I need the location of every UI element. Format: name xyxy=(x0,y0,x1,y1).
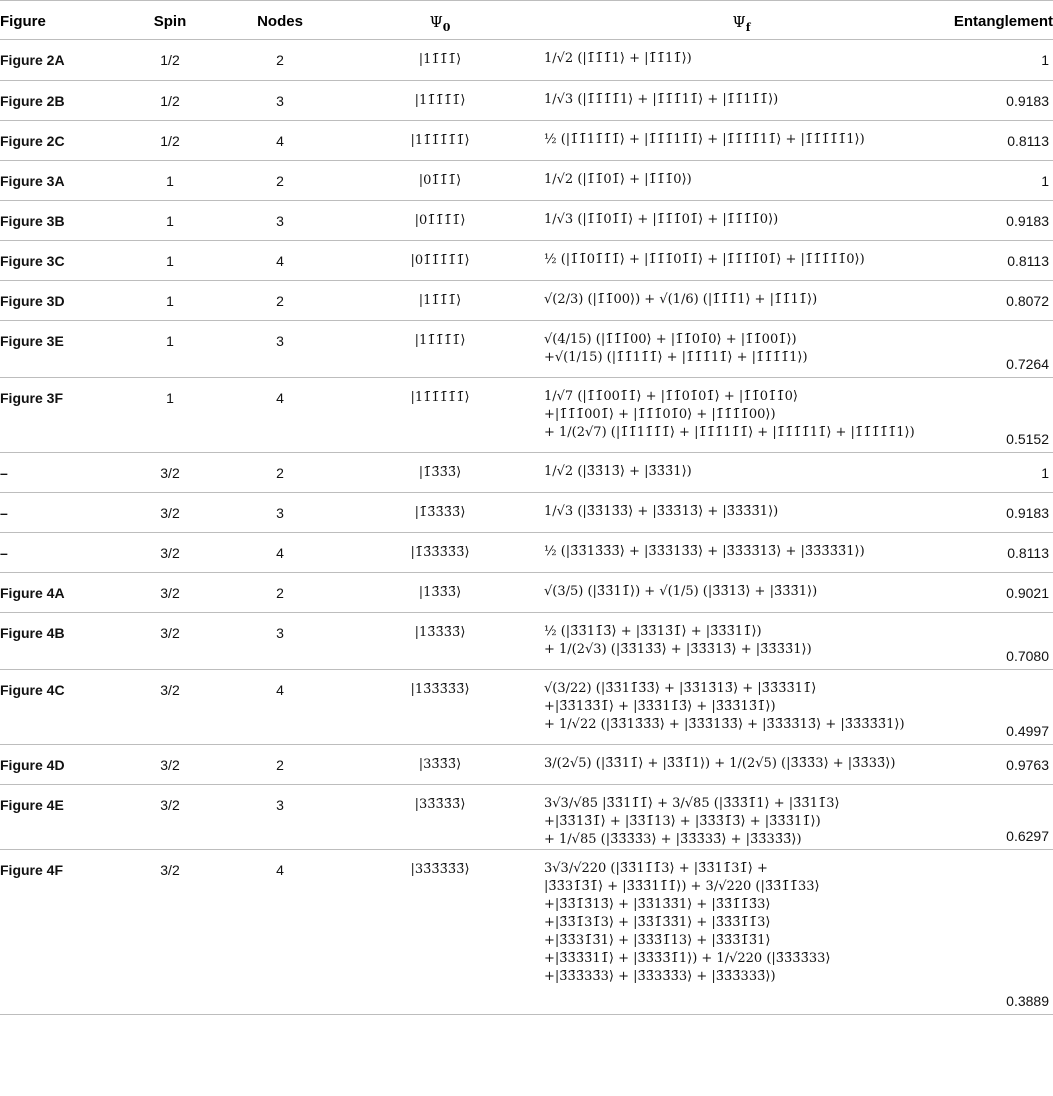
table-row xyxy=(0,321,1053,378)
cell-figure: Figure 4A xyxy=(0,573,120,613)
cell-psif xyxy=(540,785,943,850)
psif-line: 1/√2 (|3̄3̄13̄⟩ + |3̄3̄3̄1⟩) xyxy=(544,464,692,479)
cell-spin: 1 xyxy=(120,201,220,241)
cell-entanglement: 0.9021 xyxy=(943,573,1053,613)
cell-entanglement: 0.7264 xyxy=(943,321,1053,378)
cell-nodes: 2 xyxy=(220,161,340,201)
cell-nodes: 4 xyxy=(220,533,340,573)
cell-entanglement: 0.8113 xyxy=(943,241,1053,281)
cell-figure: Figure 3B xyxy=(0,201,120,241)
cell-psi0: |13̄3̄3̄3̄⟩ xyxy=(340,613,540,670)
header-row xyxy=(0,1,1053,40)
cell-entanglement: 0.3889 xyxy=(943,850,1053,1015)
psif-line: +√(1/15) (|1̄1̄11̄1̄⟩ + |1̄1̄1̄11̄⟩ + |1̄1̄1̄1̄1⟩) xyxy=(544,350,808,365)
cell-nodes: 2 xyxy=(220,40,340,81)
table-row xyxy=(0,573,1053,613)
cell-figure: Figure 3A xyxy=(0,161,120,201)
psif-line: √(2/3) (|1̄1̄00⟩) + √(1/6) (|1̄1̄1̄1⟩ + |1̄1̄11̄⟩) xyxy=(544,292,818,307)
cell-entanglement: 0.6297 xyxy=(943,785,1053,850)
psif-line: +|3̄3̄13̄1̄⟩ + |3̄3̄1̄13⟩ + |3̄3̄3̄1̄3̄⟩ + |3̄3̄3̄11̄⟩) xyxy=(544,814,821,829)
cell-psi0: |01̄1̄1̄1̄⟩ xyxy=(340,201,540,241)
psif-line: √(3/22) (|3̄3̄11̄3̄3̄⟩ + |3̄3̄13̄13̄⟩ + |3̄3̄3̄3̄11̄⟩ xyxy=(544,681,817,696)
cell-spin: 3/2 xyxy=(120,745,220,785)
cell-figure: – xyxy=(0,453,120,493)
cell-nodes: 4 xyxy=(220,670,340,745)
cell-psif xyxy=(540,745,943,785)
psif-line: ½ (|3̄3̄11̄3̄⟩ + |3̄3̄13̄1̄⟩ + |3̄3̄3̄11̄⟩) xyxy=(544,624,762,639)
cell-entanglement: 0.4997 xyxy=(943,670,1053,745)
cell-spin: 3/2 xyxy=(120,453,220,493)
psif-line: +|3̄3̄3̄33̄3⟩ + |3̄3̄33̄3̄3⟩ + |3̄3̄3̄333̄⟩) xyxy=(544,969,776,984)
header-figure: Figure xyxy=(0,1,120,40)
table-row xyxy=(0,161,1053,201)
cell-figure: Figure 3D xyxy=(0,281,120,321)
table-row xyxy=(0,281,1053,321)
psif-line: 1/√2 (|1̄1̄1̄1⟩ + |1̄1̄11̄⟩) xyxy=(544,51,692,66)
psif-line: ½ (|3̄3̄13̄3̄3̄⟩ + |3̄3̄3̄13̄3̄⟩ + |3̄3̄3̄3̄13̄⟩ + |3̄3̄3̄3̄3̄1⟩) xyxy=(544,544,865,559)
cell-entanglement: 1 xyxy=(943,40,1053,81)
psif-line: ½ (|1̄1̄01̄1̄1̄⟩ + |1̄1̄1̄01̄1̄⟩ + |1̄1̄1̄1̄01̄⟩ + |1̄1̄1̄1̄1̄0⟩) xyxy=(544,252,865,267)
cell-psif xyxy=(540,850,943,1015)
psif-line: 1/√7 (|1̄1̄001̄1̄⟩ + |1̄1̄01̄01̄⟩ + |1̄1̄01̄1̄0⟩ xyxy=(544,389,798,404)
cell-psif xyxy=(540,241,943,281)
cell-entanglement: 0.9763 xyxy=(943,745,1053,785)
psif-line: ½ (|1̄1̄11̄1̄1̄⟩ + |1̄1̄1̄11̄1̄⟩ + |1̄1̄1̄1̄11̄⟩ + |1̄1̄1̄1̄1̄1⟩) xyxy=(544,132,865,147)
cell-spin: 3/2 xyxy=(120,850,220,1015)
cell-nodes: 3 xyxy=(220,613,340,670)
cell-psif xyxy=(540,40,943,81)
cell-psif xyxy=(540,613,943,670)
cell-entanglement: 0.9183 xyxy=(943,493,1053,533)
table-row xyxy=(0,613,1053,670)
cell-spin: 3/2 xyxy=(120,533,220,573)
table-row xyxy=(0,40,1053,81)
cell-figure: Figure 2A xyxy=(0,40,120,81)
cell-figure: Figure 3C xyxy=(0,241,120,281)
cell-spin: 3/2 xyxy=(120,670,220,745)
table-row xyxy=(0,121,1053,161)
psif-line: √(3/5) (|3̄3̄11̄⟩) + √(1/5) (|3̄3̄13̄⟩ + |3̄3̄3̄1⟩) xyxy=(544,584,818,599)
cell-psif xyxy=(540,453,943,493)
cell-nodes: 4 xyxy=(220,121,340,161)
cell-spin: 1 xyxy=(120,321,220,378)
cell-spin: 1 xyxy=(120,281,220,321)
cell-spin: 3/2 xyxy=(120,493,220,533)
psif-line: 3√3/√220 (|3̄3̄11̄1̄3⟩ + |3̄3̄11̄31̄⟩ + xyxy=(544,861,768,876)
cell-nodes: 2 xyxy=(220,281,340,321)
psif-line: 1/√3 (|1̄1̄1̄1̄1⟩ + |1̄1̄1̄11̄⟩ + |1̄1̄11̄1̄⟩) xyxy=(544,92,779,107)
cell-spin: 3/2 xyxy=(120,785,220,850)
cell-nodes: 2 xyxy=(220,573,340,613)
table-row xyxy=(0,850,1053,1015)
cell-entanglement: 0.8113 xyxy=(943,121,1053,161)
header-psif: $\Psi_f$ xyxy=(540,1,943,40)
cell-psi0: |1̄3̄3̄3̄⟩ xyxy=(340,453,540,493)
cell-psif xyxy=(540,281,943,321)
cell-nodes: 4 xyxy=(220,850,340,1015)
table-row xyxy=(0,241,1053,281)
cell-spin: 1 xyxy=(120,241,220,281)
cell-psi0: |11̄1̄1̄⟩ xyxy=(340,40,540,81)
cell-psi0: |01̄1̄1̄⟩ xyxy=(340,161,540,201)
psif-line: + 1/√85 (|3̄3̄3̄3̄3⟩ + |3̄3̄3̄33̄⟩ + |3̄3̄33̄3̄⟩) xyxy=(544,832,802,847)
cell-figure: Figure 2B xyxy=(0,81,120,121)
cell-psi0: |33̄3̄3̄3̄⟩ xyxy=(340,785,540,850)
cell-figure: Figure 3F xyxy=(0,378,120,453)
cell-psi0: |33̄3̄3̄3̄3̄⟩ xyxy=(340,850,540,1015)
cell-psif xyxy=(540,81,943,121)
cell-psi0: |11̄1̄1̄1̄⟩ xyxy=(340,81,540,121)
header-psi0: $\Psi_0$ xyxy=(340,1,540,40)
cell-psif xyxy=(540,321,943,378)
cell-psi0: |13̄3̄3̄⟩ xyxy=(340,573,540,613)
cell-entanglement: 0.8072 xyxy=(943,281,1053,321)
cell-psif xyxy=(540,573,943,613)
cell-figure: – xyxy=(0,533,120,573)
cell-spin: 3/2 xyxy=(120,613,220,670)
psif-line: 1/√3 (|3̄3̄13̄3̄⟩ + |3̄3̄3̄13̄⟩ + |3̄3̄3̄3̄1⟩) xyxy=(544,504,779,519)
cell-nodes: 3 xyxy=(220,493,340,533)
cell-psi0: |11̄1̄1̄⟩ xyxy=(340,281,540,321)
psif-line: +|3̄3̄3̄3̄11̄⟩ + |3̄3̄3̄3̄1̄1⟩) + 1/√220 (|3̄3̄3̄3̄33⟩ xyxy=(544,951,831,966)
table-row xyxy=(0,533,1053,573)
cell-psif xyxy=(540,533,943,573)
cell-nodes: 3 xyxy=(220,201,340,241)
table-row xyxy=(0,81,1053,121)
psif-line: + 1/(2√3) (|3̄3̄13̄3̄⟩ + |3̄3̄3̄13̄⟩ + |3̄3̄3̄3̄1⟩) xyxy=(544,642,812,657)
cell-figure: Figure 4F xyxy=(0,850,120,1015)
psif-line: 1/√2 (|1̄1̄01̄⟩ + |1̄1̄1̄0⟩) xyxy=(544,172,692,187)
cell-entanglement: 0.9183 xyxy=(943,201,1053,241)
cell-psif xyxy=(540,161,943,201)
psif-line: + 1/√22 (|3̄3̄13̄3̄3̄⟩ + |3̄3̄3̄13̄3̄⟩ + |3̄3̄3̄3̄13̄⟩ + |3̄3̄3̄3̄3̄1⟩) xyxy=(544,717,905,732)
cell-psif xyxy=(540,378,943,453)
cell-figure: Figure 4C xyxy=(0,670,120,745)
cell-nodes: 4 xyxy=(220,378,340,453)
cell-entanglement: 0.9183 xyxy=(943,81,1053,121)
table-row xyxy=(0,453,1053,493)
psif-line: +|3̄3̄31̄3̄1⟩ + |3̄3̄3̄1̄13⟩ + |3̄3̄3̄1̄3̄1⟩ xyxy=(544,933,771,948)
cell-figure: – xyxy=(0,493,120,533)
cell-psi0: |11̄1̄1̄1̄⟩ xyxy=(340,321,540,378)
header-nodes: Nodes xyxy=(220,1,340,40)
cell-psi0: |1̄3̄3̄3̄3̄3̄⟩ xyxy=(340,533,540,573)
cell-psi0: |11̄1̄1̄1̄1̄⟩ xyxy=(340,378,540,453)
cell-nodes: 4 xyxy=(220,241,340,281)
table-row xyxy=(0,201,1053,241)
psif-line: 3/(2√5) (|3̄3̄11̄⟩ + |3̄3̄1̄1⟩) + 1/(2√5) (|3̄3̄3̄3⟩ + |3̄3̄33̄⟩) xyxy=(544,756,896,771)
cell-figure: Figure 4D xyxy=(0,745,120,785)
cell-psif xyxy=(540,670,943,745)
table-row xyxy=(0,670,1053,745)
cell-spin: 1/2 xyxy=(120,81,220,121)
cell-entanglement: 1 xyxy=(943,161,1053,201)
table-body xyxy=(0,40,1053,1015)
cell-entanglement: 0.7080 xyxy=(943,613,1053,670)
cell-figure: Figure 2C xyxy=(0,121,120,161)
psif-line: +|3̄3̄1̄31̄3⟩ + |3̄3̄1̄3̄3̄1⟩ + |3̄3̄3̄1̄1̄3⟩ xyxy=(544,915,771,930)
psif-line: |3̄3̄31̄3̄1̄⟩ + |3̄3̄3̄11̄1̄⟩) + 3/√220 (|3̄3̄1̄1̄33⟩ xyxy=(544,879,820,894)
psif-line: 1/√3 (|1̄1̄01̄1̄⟩ + |1̄1̄1̄01̄⟩ + |1̄1̄1̄1̄0⟩) xyxy=(544,212,779,227)
psif-line: +|3̄3̄1̄3̄13̄⟩ + |3̄3̄13̄3̄1⟩ + |3̄3̄1̄1̄3̄3⟩ xyxy=(544,897,771,912)
table-row xyxy=(0,785,1053,850)
cell-entanglement: 0.8113 xyxy=(943,533,1053,573)
psif-line: +|1̄1̄1̄001̄⟩ + |1̄1̄1̄01̄0⟩ + |1̄1̄1̄1̄00⟩) xyxy=(544,407,776,422)
cell-spin: 1 xyxy=(120,161,220,201)
cell-entanglement: 0.5152 xyxy=(943,378,1053,453)
cell-nodes: 3 xyxy=(220,81,340,121)
psif-line: +|3̄3̄13̄3̄1̄⟩ + |3̄3̄3̄11̄3̄⟩ + |3̄3̄3̄13̄1̄⟩) xyxy=(544,699,776,714)
cell-psi0: |33̄3̄3̄⟩ xyxy=(340,745,540,785)
cell-nodes: 3 xyxy=(220,785,340,850)
psif-line: 3√3/√85 |3̄3̄11̄1̄⟩ + 3/√85 (|3̄3̄3̄1̄1⟩ + |3̄3̄11̄3⟩ xyxy=(544,796,840,811)
cell-entanglement: 1 xyxy=(943,453,1053,493)
cell-psi0: |13̄3̄3̄3̄3̄⟩ xyxy=(340,670,540,745)
psif-line: + 1/(2√7) (|1̄1̄11̄1̄1̄⟩ + |1̄1̄1̄11̄1̄⟩ + |1̄1̄1̄1̄11̄⟩ + |1̄1̄1̄1̄1̄1⟩) xyxy=(544,425,915,440)
cell-psif xyxy=(540,493,943,533)
table-row xyxy=(0,745,1053,785)
cell-psif xyxy=(540,121,943,161)
cell-spin: 1/2 xyxy=(120,121,220,161)
cell-psif xyxy=(540,201,943,241)
cell-spin: 1/2 xyxy=(120,40,220,81)
cell-psi0: |01̄1̄1̄1̄1̄⟩ xyxy=(340,241,540,281)
psif-line: √(4/15) (|1̄1̄1̄00⟩ + |1̄1̄01̄0⟩ + |1̄1̄001̄⟩) xyxy=(544,332,797,347)
cell-figure: Figure 4B xyxy=(0,613,120,670)
cell-nodes: 2 xyxy=(220,745,340,785)
header-spin: Spin xyxy=(120,1,220,40)
cell-psi0: |1̄3̄3̄3̄3̄⟩ xyxy=(340,493,540,533)
cell-spin: 3/2 xyxy=(120,573,220,613)
cell-psi0: |11̄1̄1̄1̄1̄⟩ xyxy=(340,121,540,161)
table-row xyxy=(0,493,1053,533)
cell-nodes: 2 xyxy=(220,453,340,493)
cell-figure: Figure 4E xyxy=(0,785,120,850)
cell-nodes: 3 xyxy=(220,321,340,378)
header-entanglement: Entanglement xyxy=(943,1,1053,40)
cell-spin: 1 xyxy=(120,378,220,453)
table-row xyxy=(0,378,1053,453)
cell-figure: Figure 3E xyxy=(0,321,120,378)
